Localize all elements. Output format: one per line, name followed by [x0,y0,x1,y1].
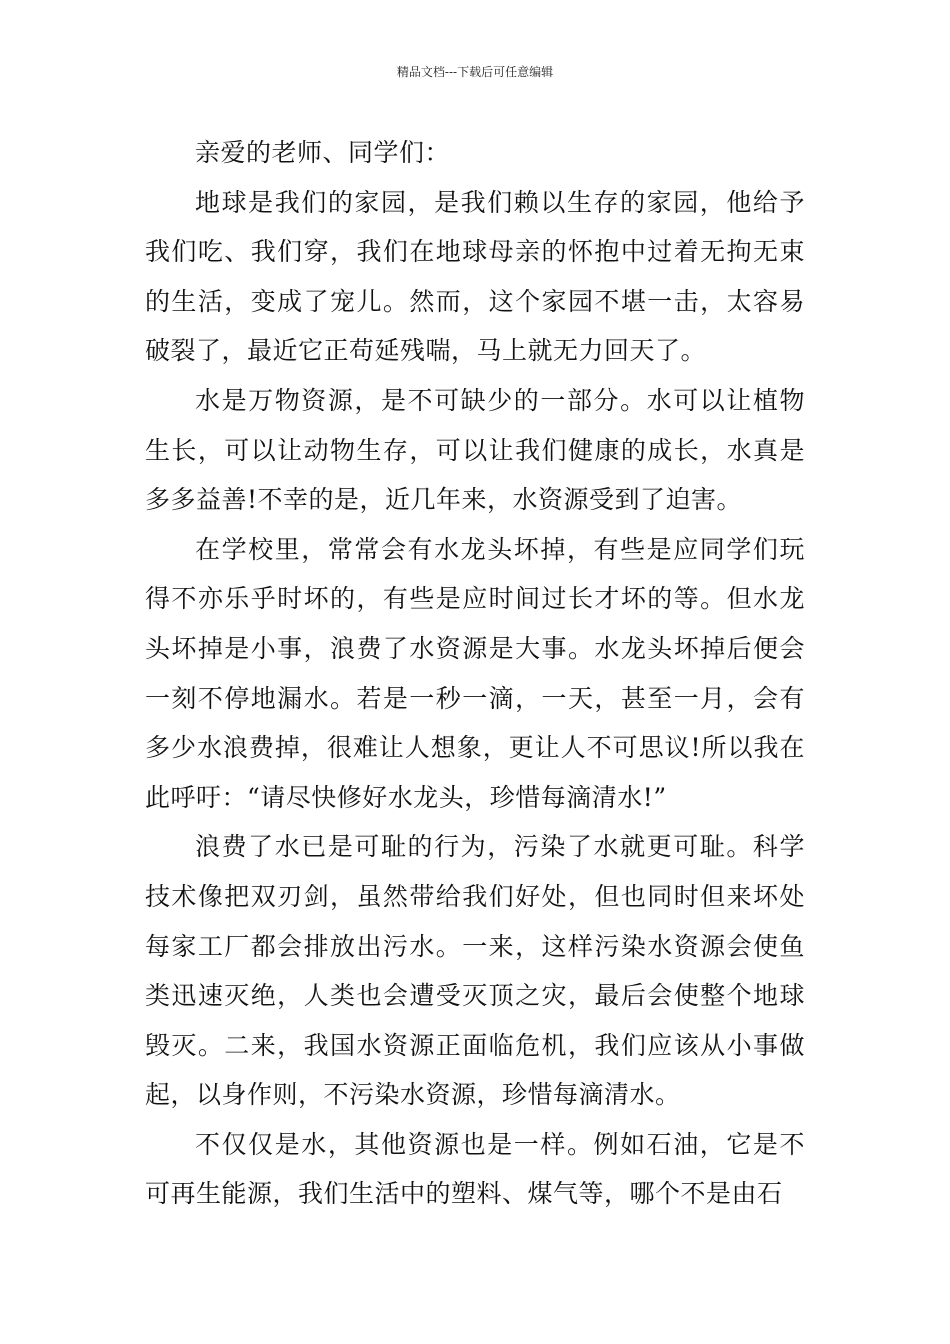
page-header: 精品文档---下载后可任意编辑 [396,65,554,79]
document-body [145,128,805,1219]
body-paragraph: 浪费了水已是可耻的行为，污染了水就更可耻。科学技术像把双刃剑，虽然带给我们好处，但也同时但来坏处每家工厂都会排放出污水。一来，这样污染水资源会使鱼类迅速灭绝，人类也会遭受灭顶之灾，最后会使整个地球毁灭。二来，我国水资源正面临危机，我们应该从小事做起，以身作则，不污染水资源，珍惜每滴清水。 [145,832,805,1110]
body-paragraph: 水是万物资源，是不可缺少的一部分。水可以让植物生长，可以让动物生存，可以让我们健康的成长，水真是多多益善!不幸的是，近几年来，水资源受到了迫害。 [145,385,805,515]
body-paragraph: 地球是我们的家园，是我们赖以生存的家园，他给予我们吃、我们穿，我们在地球母亲的怀抱中过着无拘无束的生活，变成了宠儿。然而，这个家园不堪一击，太容易破裂了，最近它正苟延残喘，马上就无力回天了。 [145,187,805,366]
body-paragraph: 在学校里，常常会有水龙头坏掉，有些是应同学们玩得不亦乐乎时坏的，有些是应时间过长才坏的等。但水龙头坏掉是小事，浪费了水资源是大事。水龙头坏掉后便会一刻不停地漏水。若是一秒一滴，一天，甚至一月，会有多少水浪费掉，很难让人想象，更让人不可思议!所以我在此呼吁：“请尽快修好水龙头，珍惜每滴清水!” [145,534,805,812]
salutation-paragraph: 亲爱的老师、同学们： [195,138,451,167]
body-paragraph: 不仅仅是水，其他资源也是一样。例如石油，它是不可再生能源，我们生活中的塑料、煤气等，哪个不是由石 [145,1129,805,1209]
